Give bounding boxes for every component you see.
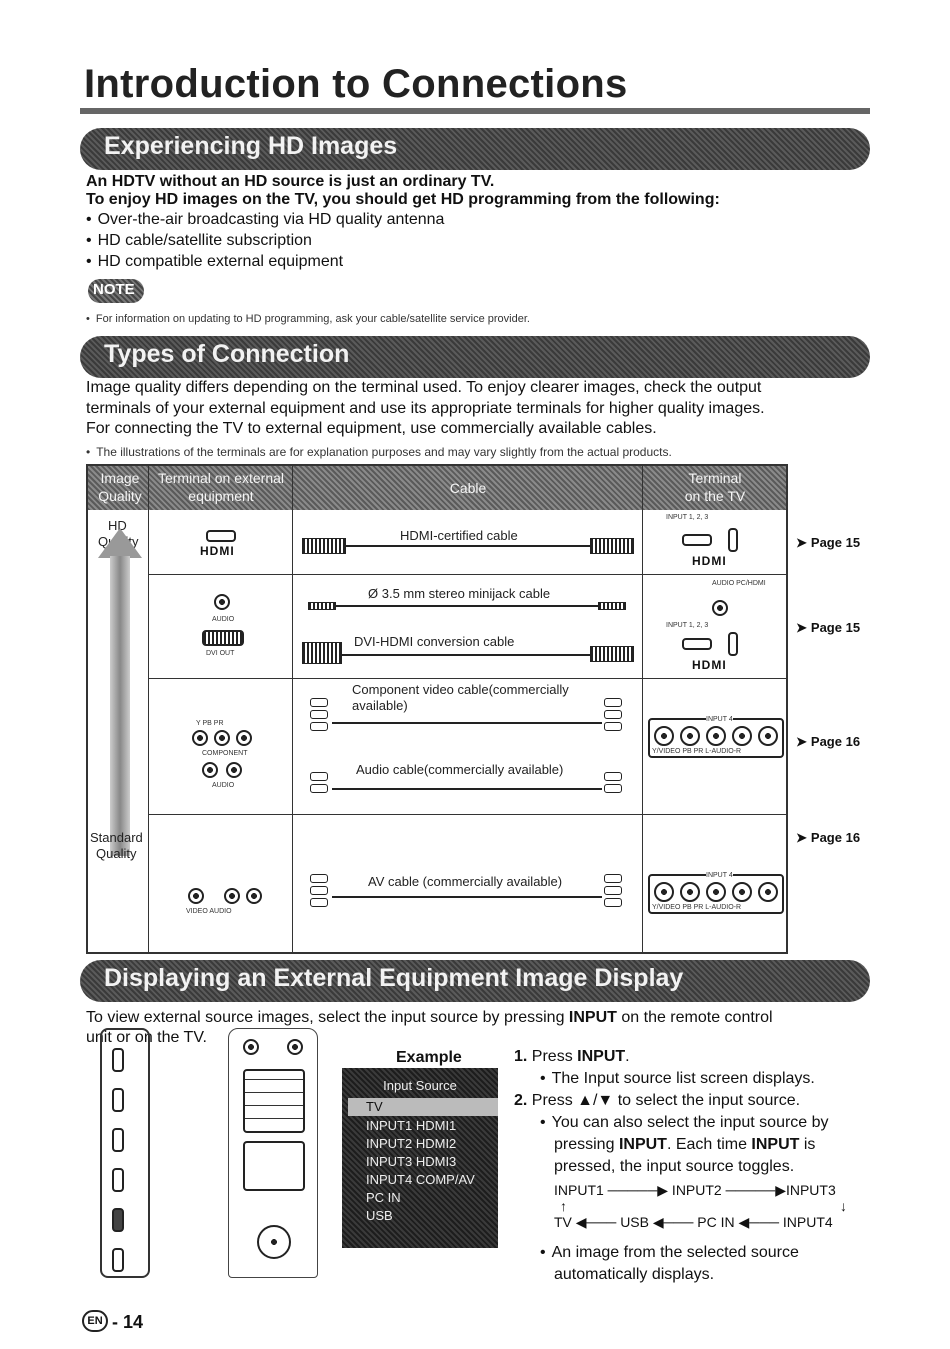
hdmi-port-icon <box>682 638 712 650</box>
example-label: Example <box>396 1049 462 1066</box>
input-keyword: INPUT <box>751 1136 800 1153</box>
audio-jack-icon <box>202 762 218 778</box>
screen-source-item[interactable]: PC IN <box>366 1190 401 1205</box>
rca-plug-icon <box>310 784 328 793</box>
remote-button-icon <box>243 1039 259 1055</box>
header-cable: Cable <box>449 480 487 496</box>
audio-jack-icon <box>224 888 240 904</box>
display-text: To view external source images, select the input source by pressing <box>86 1009 565 1026</box>
header-quality-2: Quality <box>98 488 142 504</box>
page-ref <box>796 830 860 846</box>
cable-line <box>346 545 590 547</box>
component-jack-icon <box>214 730 230 746</box>
section-banner-hd-images <box>80 128 870 170</box>
component-cable-label: available) <box>352 698 408 713</box>
arrow-right-icon: ➤ <box>796 535 807 550</box>
arrow-right-icon: ➤ <box>796 734 807 749</box>
input-keyword: INPUT <box>577 1048 626 1065</box>
lead-text-2: To enjoy HD images on the TV, you should get HD programming from the following: <box>86 191 720 208</box>
display-text: on the remote control <box>621 1009 773 1026</box>
jack-icon <box>680 726 700 746</box>
page-ref-label: Page 16 <box>810 734 861 749</box>
screen-source-item[interactable]: INPUT2 HDMI2 <box>366 1136 457 1151</box>
side-button-icon <box>112 1168 124 1192</box>
hdmi-logo: HDMI <box>200 544 235 558</box>
rca-plug-icon <box>604 710 622 719</box>
rca-plug-icon <box>604 722 622 731</box>
audio-jack-icon <box>214 594 230 610</box>
step-2-sub: • You can also select the input source by <box>540 1112 829 1134</box>
tv-jack-labels: Y/VIDEO PB PR L-AUDIO-R <box>652 904 742 911</box>
page-number: - 14 <box>112 1312 144 1332</box>
ext-component-label: COMPONENT <box>202 750 248 757</box>
arrow-right-icon: ➤ <box>796 830 807 845</box>
hdmi-port-icon <box>728 632 738 656</box>
standard-quality-label: Quality <box>96 846 137 861</box>
jack-icon <box>732 726 752 746</box>
audio-jack-icon <box>246 888 262 904</box>
hdmi-plug-icon <box>302 538 346 554</box>
rca-plug-icon <box>310 886 328 895</box>
tv-jack-labels: Y/VIDEO PB PR L-AUDIO-R <box>652 748 742 755</box>
cable-line <box>332 722 602 724</box>
minijack-cable-label: Ø 3.5 mm stereo minijack cable <box>368 586 551 601</box>
minijack-plug-icon <box>308 602 336 610</box>
step-text: pressing <box>554 1136 615 1153</box>
input-keyword: INPUT <box>618 1136 667 1153</box>
step-number: 2. <box>514 1092 528 1109</box>
row-divider <box>148 678 786 679</box>
col-divider <box>292 466 293 952</box>
bullet-item: • HD compatible external equipment <box>86 252 343 272</box>
minijack-plug-icon <box>598 602 626 610</box>
tv-component-panel <box>648 718 784 758</box>
remote-control-illustration <box>228 1028 318 1278</box>
note-label: NOTE <box>93 281 135 298</box>
header-tv-1: Terminal <box>688 470 742 486</box>
power-side-button-icon <box>112 1248 124 1272</box>
hdmi-plug-icon <box>590 538 634 554</box>
col-divider <box>148 466 149 952</box>
input-keyword: INPUT <box>568 1009 617 1026</box>
hdmi-port-icon <box>682 534 712 546</box>
rca-plug-icon <box>310 772 328 781</box>
step-text: is <box>803 1136 816 1153</box>
jack-icon <box>758 726 778 746</box>
page-ref-label: Page 15 <box>810 620 861 635</box>
page-ref <box>796 535 860 551</box>
banner-label: Experiencing HD Images <box>104 132 398 160</box>
input-side-button-icon <box>112 1208 124 1232</box>
intro-paragraph-line: Image quality differs depending on the terminal used. To enjoy clearer images, check the output <box>86 379 762 396</box>
hd-quality-label: Quality <box>98 534 139 549</box>
component-cable-label: Component video cable(commercially <box>352 682 569 697</box>
step-2 <box>514 1090 800 1112</box>
hdmi-plug-icon <box>590 646 634 662</box>
cable-line <box>332 896 602 898</box>
side-button-icon <box>112 1088 124 1112</box>
col-divider <box>642 466 643 952</box>
cable-line <box>342 654 590 656</box>
hdmi-cable-label: HDMI-certified cable <box>400 528 518 543</box>
rca-plug-icon <box>604 874 622 883</box>
volume-channel-keys-icon <box>243 1141 305 1191</box>
video-jack-icon <box>188 888 204 904</box>
tv-av-panel <box>648 874 784 914</box>
intro-paragraph-line: terminals of your external equipment and use its appropriate terminals for higher quality images. <box>86 400 765 417</box>
ext-audio-label: AUDIO <box>212 616 235 623</box>
rca-plug-icon <box>310 698 328 707</box>
jack-icon <box>706 882 726 902</box>
quality-gradient-bar <box>110 556 130 856</box>
dvi-port-icon <box>202 630 244 646</box>
screen-source-item[interactable]: INPUT3 HDMI3 <box>366 1154 457 1169</box>
hd-quality-label: HD <box>108 518 127 533</box>
header-ext-1: Terminal on external <box>157 470 285 486</box>
cable-line <box>332 788 602 790</box>
jack-icon <box>758 882 778 902</box>
standard-quality-label: Standard <box>90 830 143 845</box>
component-jack-icon <box>192 730 208 746</box>
title-rule <box>80 108 870 114</box>
hdmi-port-icon <box>728 528 738 552</box>
directional-pad-icon <box>257 1225 291 1259</box>
step-3-sub: • An image from the selected source <box>540 1242 799 1264</box>
ext-av-labels: VIDEO AUDIO <box>186 908 232 915</box>
ext-dvi-label: DVI OUT <box>206 650 235 657</box>
flow-up-arrow-icon: ↑ <box>560 1198 567 1214</box>
tv-input-label: INPUT 1, 2, 3 <box>666 514 709 521</box>
jack-icon <box>680 882 700 902</box>
audio-jack-icon <box>712 600 728 616</box>
section-banner-external-display <box>80 960 870 1002</box>
rca-plug-icon <box>310 874 328 883</box>
ext-audio-label: AUDIO <box>212 782 235 789</box>
header-quality-1: Image <box>100 470 140 486</box>
input-source-screen <box>342 1068 498 1248</box>
header-ext-2: equipment <box>188 488 254 504</box>
header-tv-2: on the TV <box>684 488 746 504</box>
screen-source-item[interactable]: TV <box>366 1099 383 1114</box>
page-ref-label: Page 15 <box>810 535 861 550</box>
rca-plug-icon <box>310 710 328 719</box>
quality-arrow-icon <box>98 528 142 558</box>
lead-text-1: An HDTV without an HD source is just an ordinary TV. <box>86 173 495 190</box>
arrow-right-icon: ➤ <box>796 620 807 635</box>
step-2-sub-line: pressed, the input source toggles. <box>554 1158 795 1175</box>
section-banner-connection-types <box>80 336 870 378</box>
cable-line <box>336 605 598 607</box>
language-badge: EN <box>82 1310 108 1332</box>
display-instructions <box>86 1008 773 1028</box>
rca-plug-icon <box>310 898 328 907</box>
intro-paragraph-line: For connecting the TV to external equipment, use commercially available cables. <box>86 420 657 437</box>
illustration-note: • The illustrations of the terminals are for explanation purposes and may vary slightly from the actual products. <box>86 442 672 462</box>
tv-audio-label: AUDIO PC/HDMI <box>712 580 766 587</box>
step-3-sub-line: automatically displays. <box>554 1266 715 1283</box>
note-badge <box>88 279 144 303</box>
dvi-plug-icon <box>302 642 342 664</box>
side-button-icon <box>112 1128 124 1152</box>
rca-plug-icon <box>604 698 622 707</box>
row-divider <box>148 574 786 575</box>
hdmi-logo: HDMI <box>692 658 727 672</box>
tv-input4-label: INPUT 4 <box>706 716 733 723</box>
row-divider <box>148 814 786 815</box>
remote-button-icon <box>287 1039 303 1055</box>
hdmi-logo: HDMI <box>692 554 727 568</box>
step-2-sub-line <box>554 1134 815 1156</box>
banner-label: Types of Connection <box>104 340 350 368</box>
bullet-item: • HD cable/satellite subscription <box>86 231 312 251</box>
note-text: • For information on updating to HD programming, ask your cable/satellite service provider. <box>86 309 530 329</box>
page-title: Introduction to Connections <box>84 62 628 106</box>
jack-icon <box>654 882 674 902</box>
table-header <box>88 466 786 510</box>
screen-source-item[interactable]: INPUT1 HDMI1 <box>366 1118 457 1133</box>
bullet-item: • Over-the-air broadcasting via HD quality antenna <box>86 210 444 230</box>
tv-input-label: INPUT 1, 2, 3 <box>666 622 709 629</box>
screen-title: Input Source <box>383 1078 457 1093</box>
display-instructions-line2: unit or on the TV. <box>86 1029 207 1046</box>
connection-table <box>86 464 788 954</box>
step-text: Press ▲/▼ to select the input source. <box>531 1092 801 1109</box>
screen-source-item[interactable]: INPUT4 COMP/AV <box>366 1172 475 1187</box>
page-ref <box>796 620 860 636</box>
rca-plug-icon <box>310 722 328 731</box>
av-cable-label: AV cable (commercially available) <box>368 874 563 889</box>
audio-jack-icon <box>226 762 242 778</box>
number-keypad-icon <box>243 1069 305 1133</box>
audio-cable-label: Audio cable(commercially available) <box>356 762 564 777</box>
rca-plug-icon <box>604 772 622 781</box>
page-ref-label: Page 16 <box>810 830 861 845</box>
component-jack-icon <box>236 730 252 746</box>
dvi-hdmi-cable-label: DVI-HDMI conversion cable <box>354 634 515 649</box>
step-text: . Each time <box>666 1136 747 1153</box>
page-ref <box>796 734 860 750</box>
tv-input4-label: INPUT 4 <box>706 872 733 879</box>
banner-label: Displaying an External Equipment Image Display <box>104 964 684 992</box>
step-number: 1. <box>514 1048 528 1065</box>
input-cycle-flow-bottom: TV ◀─── USB ◀─── PC IN ◀─── INPUT4 <box>554 1214 833 1230</box>
step-1: 1. Press INPUT. <box>514 1048 630 1065</box>
side-button-icon <box>112 1048 124 1072</box>
step-text: Press <box>531 1048 573 1065</box>
rca-plug-icon <box>604 784 622 793</box>
jack-icon <box>706 726 726 746</box>
rca-plug-icon <box>604 886 622 895</box>
input-cycle-flow-top: INPUT1 ─────▶ INPUT2 ─────▶INPUT3 <box>554 1182 836 1198</box>
flow-down-arrow-icon: ↓ <box>840 1198 847 1214</box>
step-1-sub: • The Input source list screen displays. <box>540 1068 815 1090</box>
screen-source-item[interactable]: USB <box>366 1208 393 1223</box>
jack-icon <box>732 882 752 902</box>
hdmi-port-icon <box>206 530 236 542</box>
ext-ypbpr-label: Y PB PR <box>196 720 224 727</box>
tv-side-panel-illustration <box>100 1028 150 1278</box>
rca-plug-icon <box>604 898 622 907</box>
jack-icon <box>654 726 674 746</box>
